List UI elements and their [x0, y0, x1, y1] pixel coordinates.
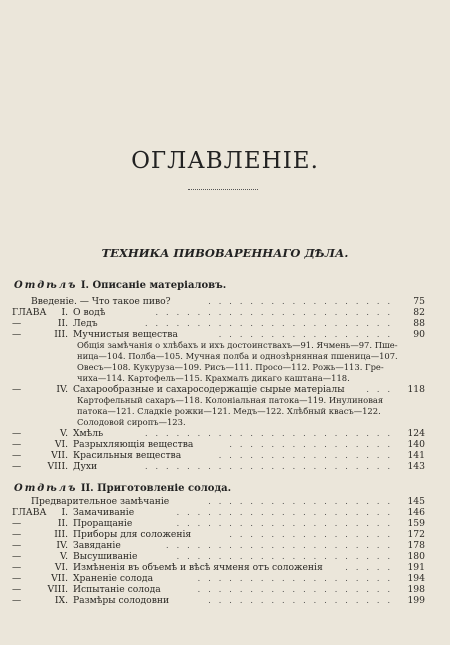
toc-entry	[0, 496, 430, 507]
toc-subentry-line: Картофельный сахаръ—118. Колоніальная патока—119. Инулиновая	[77, 395, 384, 405]
toc-subentry-line: чиха—114. Картофель—115. Крахмалъ дикаго каштана—118.	[77, 373, 350, 383]
page-number: 143	[407, 461, 425, 472]
chapter-number: IV.	[56, 540, 68, 551]
toc-entry	[0, 562, 430, 573]
leader-dots: ........................	[144, 319, 398, 328]
page-number: 159	[407, 518, 425, 529]
chapter-number: I.	[61, 307, 68, 318]
toc-entry	[0, 384, 430, 395]
toc-entry	[0, 307, 430, 318]
leader-dots: ........................	[144, 429, 398, 438]
leader-dots: ......................	[166, 541, 398, 550]
page-number: 145	[407, 496, 425, 507]
chapter-number: VII.	[51, 573, 68, 584]
chapter-prefix: —	[12, 461, 22, 472]
chapter-prefix: —	[12, 529, 22, 540]
chapter-number: VII.	[51, 450, 68, 461]
chapter-number: III.	[54, 329, 68, 340]
toc-entry	[0, 551, 430, 562]
chapter-prefix: —	[12, 562, 22, 573]
entry-title: Духи	[73, 461, 98, 472]
page-number: 124	[407, 428, 425, 439]
chapter-prefix: —	[12, 439, 22, 450]
page-number: 198	[407, 584, 425, 595]
leader-dots: ........................	[144, 462, 398, 471]
chapter-prefix: —	[12, 584, 22, 595]
chapter-number: II.	[57, 318, 68, 329]
page-number: 118	[407, 384, 425, 395]
entry-title: Храненіе солода	[73, 573, 154, 584]
toc-entry	[0, 529, 430, 540]
toc-entry	[0, 439, 430, 450]
entry-title: Размѣры солодовни	[73, 595, 170, 606]
toc-subentry-line: Общія замѣчанія о хлѣбахъ и ихъ достоинствахъ—91. Ячмень—97. Пше-	[77, 340, 398, 350]
entry-title: Предварительное замѣчаніе	[31, 496, 170, 507]
entry-title: Красильныя вещества	[73, 450, 182, 461]
entry-title: Приборы для соложенія	[73, 529, 192, 540]
toc-subentry-line: Солодовой сиропъ—123.	[77, 417, 186, 427]
page-number: 178	[407, 540, 425, 551]
page-number: 90	[413, 329, 425, 340]
chapter-prefix: —	[12, 450, 22, 461]
chapter-prefix: ГЛАВА	[12, 307, 47, 318]
chapter-number: III.	[54, 529, 68, 540]
toc-entry	[0, 329, 430, 340]
toc-entry	[0, 595, 430, 606]
toc-entry	[0, 584, 430, 595]
page-number: 82	[413, 307, 425, 318]
title-dotted-rule	[188, 189, 258, 190]
chapter-number: IV.	[56, 384, 68, 395]
chapter-number: VIII.	[47, 461, 68, 472]
entry-title: Мучнистыя вещества	[73, 329, 178, 340]
chapter-prefix: —	[12, 518, 22, 529]
chapter-number: IX.	[54, 595, 68, 606]
entry-title: Введеніе. — Что такое пиво?	[31, 296, 171, 307]
toc-subentry-line: Овесъ—108. Кукуруза—109. Рисъ—111. Просо—112. Рожь—113. Гре-	[77, 362, 384, 372]
page-number: 172	[407, 529, 425, 540]
page-number: 191	[407, 562, 425, 573]
entry-title: Сахарообразные и сахаросодержащіе сырые матеріалы	[73, 384, 345, 395]
chapter-prefix: —	[12, 329, 22, 340]
chapter-number: V.	[60, 551, 68, 562]
chapter-prefix: —	[12, 428, 22, 439]
section-heading-2	[14, 483, 231, 494]
page-number: 75	[413, 296, 425, 307]
toc-entry	[0, 573, 430, 584]
entry-title: Измѣненія въ объемѣ и вѣсѣ ячменя отъ соложенія	[73, 562, 323, 573]
section-label: II. Приготовленіе солода.	[80, 483, 232, 494]
section-label: I. Описаніе матеріаловъ.	[80, 280, 227, 291]
entry-title: Высушиваніе	[73, 551, 138, 562]
entry-title: Завяданіе	[73, 540, 121, 551]
chapter-number: VIII.	[47, 584, 68, 595]
section-heading-1	[14, 280, 226, 291]
leader-dots: ...................	[197, 574, 398, 583]
entry-title: Разрыхляющія вещества	[73, 439, 194, 450]
chapter-prefix: —	[12, 573, 22, 584]
entry-title: Ледъ	[73, 318, 98, 329]
toc-entry	[0, 296, 430, 307]
chapter-number: VI.	[54, 562, 68, 573]
section-prefix: Отдѣлъ	[14, 483, 78, 494]
leader-dots: .....................	[176, 519, 398, 528]
leader-dots: ..................	[208, 297, 398, 306]
chapter-prefix: —	[12, 551, 22, 562]
entry-title: Проращаніе	[73, 518, 133, 529]
leader-dots: ...	[366, 385, 398, 394]
leader-dots: ...................	[197, 585, 398, 594]
chapter-number: II.	[57, 518, 68, 529]
page-number: 194	[407, 573, 425, 584]
toc-entry	[0, 450, 430, 461]
leader-dots: .................	[218, 330, 398, 339]
leader-dots: ................	[229, 530, 398, 539]
leader-dots: ..................	[208, 497, 398, 506]
toc-entry	[0, 540, 430, 551]
leader-dots: .....................	[176, 552, 398, 561]
chapter-number: VI.	[54, 439, 68, 450]
chapter-prefix: —	[12, 384, 22, 395]
toc-entry	[0, 518, 430, 529]
toc-entry	[0, 461, 430, 472]
entry-title: О водѣ	[73, 307, 106, 318]
chapter-prefix: —	[12, 595, 22, 606]
page-number: 88	[413, 318, 425, 329]
page-title: ОГЛАВЛЕНІЕ.	[131, 148, 319, 174]
leader-dots: ..................	[208, 596, 398, 605]
toc-entry	[0, 428, 430, 439]
part-title: ТЕХНИКА ПИВОВАРЕННАГО ДѢЛА.	[101, 246, 349, 260]
leader-dots: .....................	[176, 508, 398, 517]
toc-subentry-line: патока—121. Сладкіе рожки—121. Медъ—122. Хлѣбный квасъ—122.	[77, 406, 381, 416]
page-number: 140	[407, 439, 425, 450]
chapter-prefix: —	[12, 318, 22, 329]
leader-dots: ................	[229, 440, 398, 449]
toc-subentry-line: ница—104. Полба—105. Мучная полба и однозѣрнянная пшеница—107.	[77, 351, 398, 361]
page-number: 180	[407, 551, 425, 562]
chapter-number: I.	[61, 507, 68, 518]
chapter-prefix: ГЛАВА	[12, 507, 47, 518]
leader-dots: .................	[218, 451, 398, 460]
chapter-prefix: —	[12, 540, 22, 551]
entry-title: Замачиваніе	[73, 507, 135, 518]
chapter-number: V.	[60, 428, 68, 439]
page-number: 199	[407, 595, 425, 606]
page-number: 146	[407, 507, 425, 518]
toc-entry	[0, 507, 430, 518]
page-number: 141	[407, 450, 425, 461]
entry-title: Испытаніе солода	[73, 584, 161, 595]
toc-entry	[0, 318, 430, 329]
section-prefix: Отдѣлъ	[14, 280, 78, 291]
leader-dots: .....	[345, 563, 398, 572]
leader-dots: .......................	[155, 308, 398, 317]
entry-title: Хмѣль	[73, 428, 104, 439]
